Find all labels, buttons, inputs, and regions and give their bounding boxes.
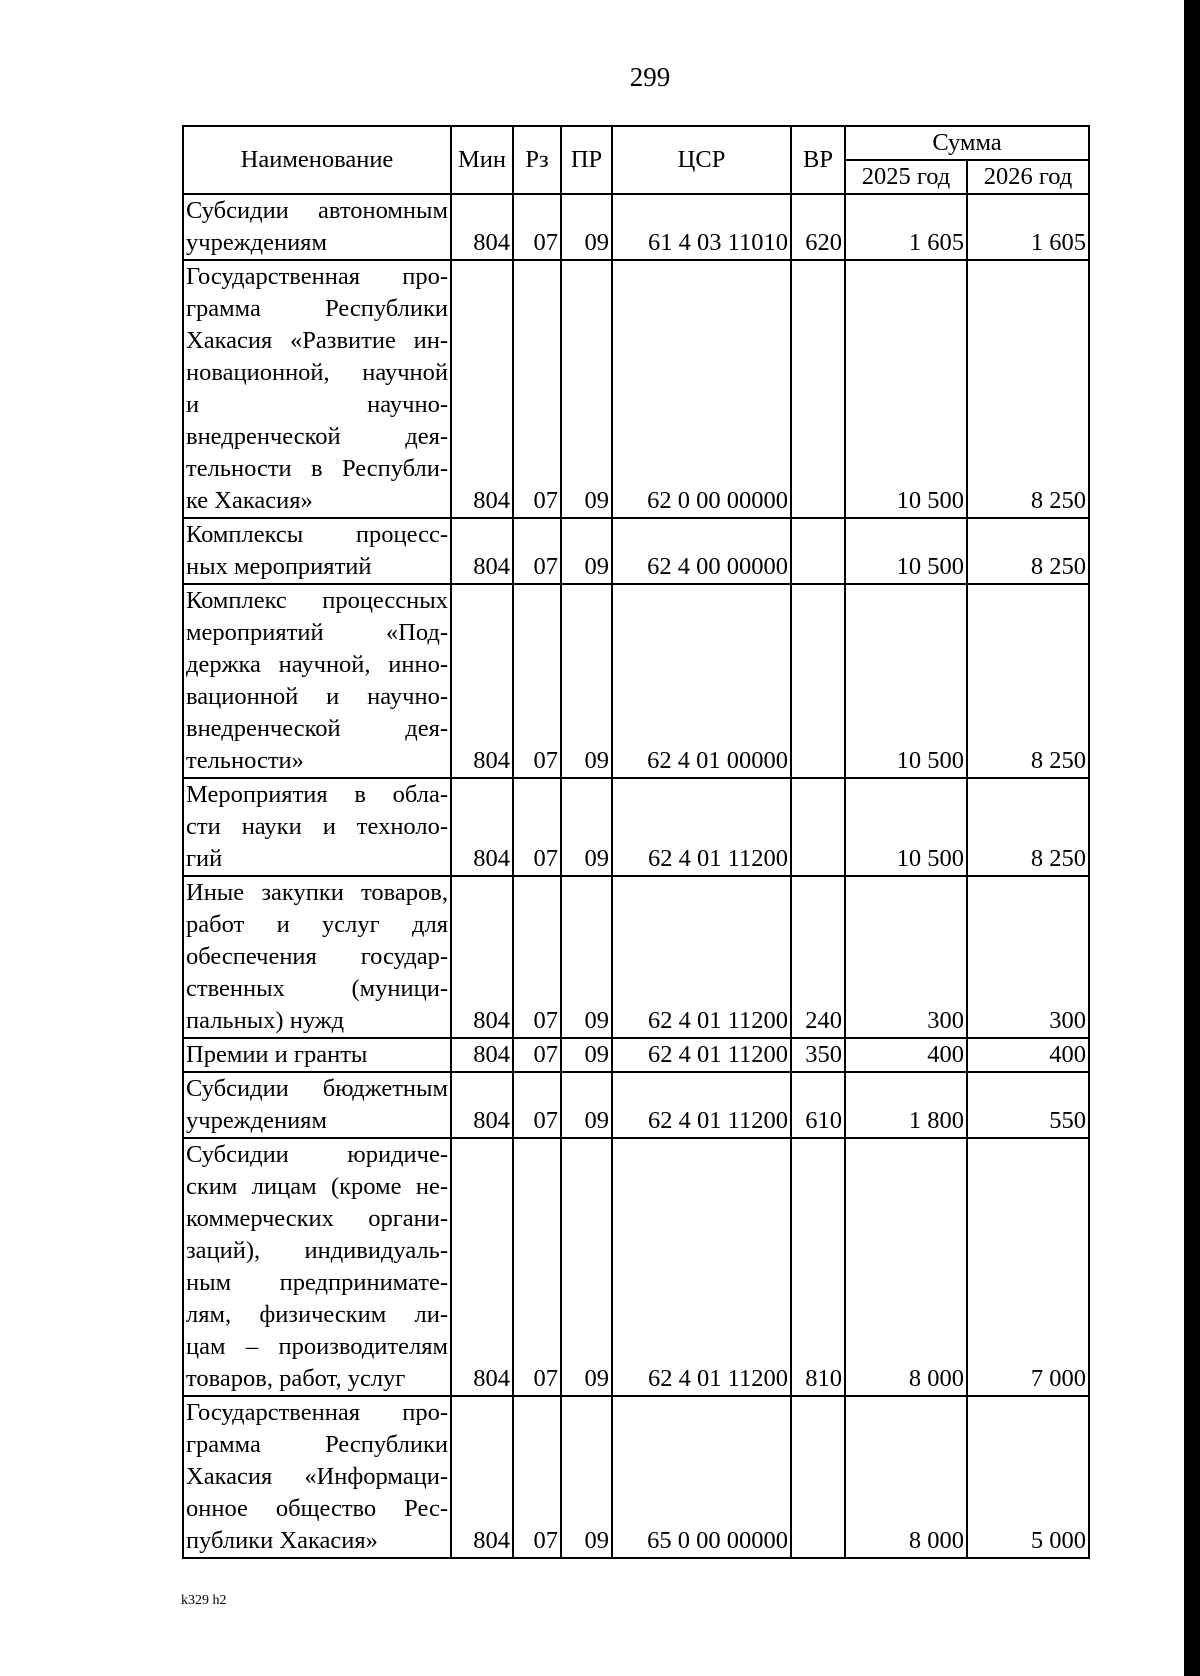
row-name-line: лям, физическим ли-	[186, 1301, 448, 1328]
row-name-line: Государственная про-	[186, 1399, 448, 1426]
row-name-line: сти науки и техноло-	[186, 813, 448, 840]
header-vr: ВР	[791, 126, 845, 194]
row-min: 804	[451, 1138, 513, 1396]
row-name-line: Премии и гранты	[186, 1041, 368, 1068]
row-csr: 62 4 01 00000	[612, 584, 791, 778]
row-pr: 09	[561, 1038, 612, 1072]
header-pr: ПР	[561, 126, 612, 194]
row-name-line: ственных (муници-	[186, 975, 448, 1002]
row-vr	[791, 778, 845, 876]
row-name-line: ке Хакасия»	[186, 487, 313, 514]
row-csr: 62 4 00 00000	[612, 518, 791, 584]
row-y2026: 8 250	[967, 584, 1089, 778]
row-vr	[791, 584, 845, 778]
row-name	[183, 778, 451, 876]
row-name-line: вационной и научно-	[186, 683, 448, 710]
row-name-line: Государственная про-	[186, 263, 448, 290]
row-min: 804	[451, 584, 513, 778]
header-rz: Рз	[513, 126, 561, 194]
row-name-line: ным предпринимате-	[186, 1269, 448, 1296]
row-name-line: работ и услуг для	[186, 911, 448, 938]
row-vr: 810	[791, 1138, 845, 1396]
row-csr: 65 0 00 00000	[612, 1396, 791, 1558]
row-vr: 620	[791, 194, 845, 260]
table-row	[183, 876, 1089, 1038]
table-row	[183, 260, 1089, 518]
footer-code: k329 h2	[181, 1593, 227, 1608]
row-name	[183, 1072, 451, 1138]
header-csr: ЦСР	[612, 126, 791, 194]
row-y2025: 10 500	[845, 584, 967, 778]
row-rz: 07	[513, 260, 561, 518]
row-y2026: 550	[967, 1072, 1089, 1138]
row-name-line: гий	[186, 845, 223, 872]
row-name-line: учреждениям	[186, 1107, 327, 1134]
row-name-line: мероприятий «Под-	[186, 619, 448, 646]
row-y2025: 400	[845, 1038, 967, 1072]
row-min: 804	[451, 778, 513, 876]
row-y2025: 10 500	[845, 778, 967, 876]
row-pr: 09	[561, 778, 612, 876]
row-name-line: и научно-	[186, 391, 448, 418]
table-row	[183, 1072, 1089, 1138]
row-rz: 07	[513, 778, 561, 876]
row-name	[183, 518, 451, 584]
row-name	[183, 260, 451, 518]
row-y2025: 1 605	[845, 194, 967, 260]
row-name-line: Субсидии автономным	[186, 197, 448, 224]
scan-edge-bar	[1184, 0, 1200, 1676]
row-csr: 62 4 01 11200	[612, 876, 791, 1038]
row-pr: 09	[561, 194, 612, 260]
row-name-line: пальных) нужд	[186, 1007, 345, 1034]
row-name-line: тельности»	[186, 747, 304, 774]
row-y2025: 300	[845, 876, 967, 1038]
row-y2026: 8 250	[967, 260, 1089, 518]
row-rz: 07	[513, 1138, 561, 1396]
header-year-2025: 2025 год	[845, 160, 967, 194]
row-pr: 09	[561, 260, 612, 518]
row-pr: 09	[561, 584, 612, 778]
row-name-line: Хакасия «Развитие ин-	[186, 327, 448, 354]
row-name	[183, 584, 451, 778]
row-rz: 07	[513, 1038, 561, 1072]
table-row	[183, 194, 1089, 260]
row-name-line: Субсидии бюджетным	[186, 1075, 448, 1102]
header-sum: Сумма	[845, 126, 1089, 160]
row-vr	[791, 1396, 845, 1558]
row-name-line: Комплексы процесс-	[186, 521, 448, 548]
row-name-line: публики Хакасия»	[186, 1527, 378, 1554]
row-csr: 62 0 00 00000	[612, 260, 791, 518]
row-csr: 62 4 01 11200	[612, 1038, 791, 1072]
row-y2025: 8 000	[845, 1396, 967, 1558]
row-name	[183, 876, 451, 1038]
row-pr: 09	[561, 518, 612, 584]
row-rz: 07	[513, 584, 561, 778]
table-row	[183, 1038, 1089, 1072]
row-name-line: заций), индивидуаль-	[186, 1237, 448, 1264]
row-name-line: ским лицам (кроме не-	[186, 1173, 448, 1200]
row-vr: 350	[791, 1038, 845, 1072]
row-name	[183, 1138, 451, 1396]
row-min: 804	[451, 1396, 513, 1558]
row-vr: 240	[791, 876, 845, 1038]
row-pr: 09	[561, 1396, 612, 1558]
row-name-line: учреждениям	[186, 229, 327, 256]
row-name-line: ных мероприятий	[186, 553, 372, 580]
row-min: 804	[451, 1072, 513, 1138]
row-y2026: 7 000	[967, 1138, 1089, 1396]
row-name-line: цам – производителям	[186, 1333, 448, 1360]
row-name-line: коммерческих органи-	[186, 1205, 448, 1232]
row-name-line: Мероприятия в обла-	[186, 781, 448, 808]
row-min: 804	[451, 260, 513, 518]
row-name-line: Хакасия «Информаци-	[186, 1463, 448, 1490]
row-min: 804	[451, 876, 513, 1038]
page-number: 299	[629, 62, 671, 92]
row-y2025: 10 500	[845, 518, 967, 584]
header-year-2026: 2026 год	[967, 160, 1089, 194]
row-rz: 07	[513, 1396, 561, 1558]
table-row	[183, 1138, 1089, 1396]
row-vr	[791, 518, 845, 584]
row-name-line: Комплекс процессных	[186, 587, 448, 614]
table-row	[183, 778, 1089, 876]
table-row	[183, 1396, 1089, 1558]
row-y2026: 8 250	[967, 518, 1089, 584]
row-rz: 07	[513, 876, 561, 1038]
row-name	[183, 1038, 451, 1072]
row-y2025: 8 000	[845, 1138, 967, 1396]
row-name-line: грамма Республики	[186, 1431, 448, 1458]
row-name-line: грамма Республики	[186, 295, 448, 322]
row-vr	[791, 260, 845, 518]
row-rz: 07	[513, 1072, 561, 1138]
row-csr: 62 4 01 11200	[612, 1072, 791, 1138]
row-name-line: Иные закупки товаров,	[186, 879, 448, 906]
row-y2026: 1 605	[967, 194, 1089, 260]
row-vr: 610	[791, 1072, 845, 1138]
row-pr: 09	[561, 1072, 612, 1138]
budget-table	[182, 125, 1090, 1559]
row-name-line: внедренческой дея-	[186, 423, 448, 450]
row-name-line: держка научной, инно-	[186, 651, 448, 678]
row-name-line: Субсидии юридиче-	[186, 1141, 448, 1168]
table-row	[183, 584, 1089, 778]
row-y2026: 8 250	[967, 778, 1089, 876]
row-name-line: тельности в Республи-	[186, 455, 448, 482]
row-pr: 09	[561, 1138, 612, 1396]
row-name	[183, 194, 451, 260]
row-name-line: онное общество Рес-	[186, 1495, 448, 1522]
row-y2025: 10 500	[845, 260, 967, 518]
row-name-line: внедренческой дея-	[186, 715, 448, 742]
row-pr: 09	[561, 876, 612, 1038]
row-y2026: 5 000	[967, 1396, 1089, 1558]
table-row	[183, 518, 1089, 584]
row-csr: 62 4 01 11200	[612, 778, 791, 876]
row-min: 804	[451, 194, 513, 260]
row-csr: 62 4 01 11200	[612, 1138, 791, 1396]
row-y2026: 300	[967, 876, 1089, 1038]
row-y2025: 1 800	[845, 1072, 967, 1138]
row-min: 804	[451, 1038, 513, 1072]
row-name-line: новационной, научной	[186, 359, 448, 386]
row-rz: 07	[513, 518, 561, 584]
header-min: Мин	[451, 126, 513, 194]
table-body	[183, 194, 1089, 1558]
row-csr: 61 4 03 11010	[612, 194, 791, 260]
header-name: Наименование	[183, 126, 451, 194]
row-min: 804	[451, 518, 513, 584]
row-y2026: 400	[967, 1038, 1089, 1072]
row-name	[183, 1396, 451, 1558]
row-name-line: товаров, работ, услуг	[186, 1365, 406, 1392]
row-rz: 07	[513, 194, 561, 260]
row-name-line: обеспечения государ-	[186, 943, 448, 970]
